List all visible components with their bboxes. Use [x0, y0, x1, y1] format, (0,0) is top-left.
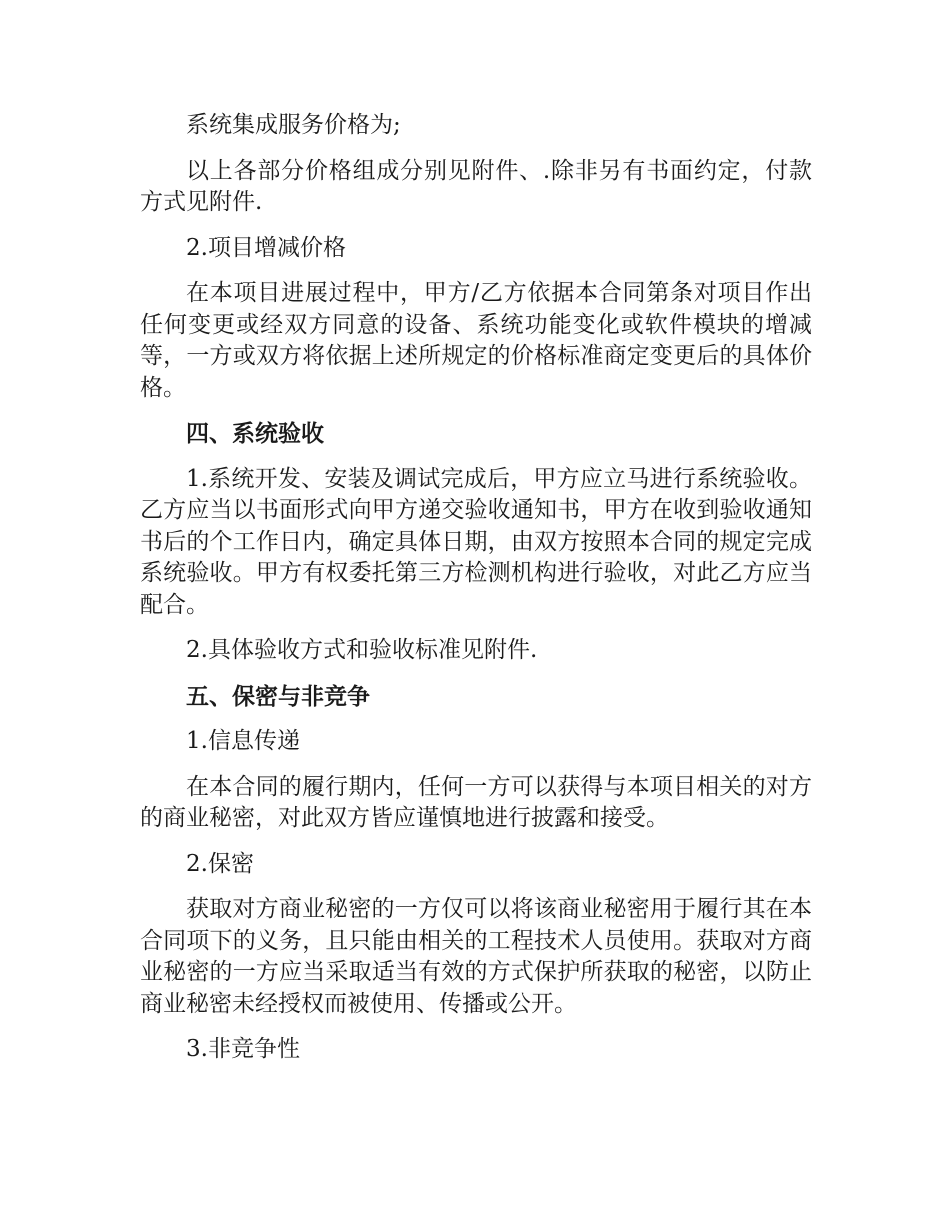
subheading-non-compete: 3.非竞争性 [186, 1036, 300, 1062]
subheading-confidentiality: 2.保密 [186, 850, 254, 877]
section-heading-acceptance: 四、系统验收 [186, 420, 324, 447]
document-body [140, 110, 812, 1080]
subheading-information-transfer: 1.信息传递 [186, 728, 300, 754]
paragraph-system-integration-price: 系统集成服务价格为; [186, 112, 401, 138]
subheading-price-adjustment: 2.项目增减价格 [186, 234, 346, 261]
paragraph-price-adjustment: 在本项目进展过程中，甲方/乙方依据本合同第条对项目作出任何变更或经双方同意的设备、系统功能变化或软件模块的增减等，一方或双方将依据上述所规定的价格标准商定变更后的具体价格。 [140, 280, 812, 401]
paragraph-price-composition: 以上各部分价格组成分别见附件、.除非另有书面约定，付款方式见附件. [140, 157, 812, 215]
paragraph-information-transfer: 在本合同的履行期内，任何一方可以获得与本项目相关的对方的商业秘密，对此双方皆应谨慎地进行披露和接受。 [140, 773, 812, 831]
paragraph-acceptance-procedure: 1.系统开发、安装及调试完成后，甲方应立马进行系统验收。乙方应当以书面形式向甲方递交验收通知书，甲方在收到验收通知书后的个工作日内，确定具体日期，由双方按照本合同的规定完成系统验收。甲方有权委托第三方检测机构进行验收，对此乙方应当配合。 [140, 465, 812, 618]
paragraph-confidentiality: 获取对方商业秘密的一方仅可以将该商业秘密用于履行其在本合同项下的义务，且只能由相关的工程技术人员使用。获取对方商业秘密的一方应当采取适当有效的方式保护所获取的秘密，以防止商业秘密未经授权而被使用、传播或公开。 [140, 896, 812, 1017]
paragraph-acceptance-standard: 2.具体验收方式和验收标准见附件. [186, 637, 538, 663]
section-heading-confidentiality: 五、保密与非竞争 [186, 682, 370, 710]
